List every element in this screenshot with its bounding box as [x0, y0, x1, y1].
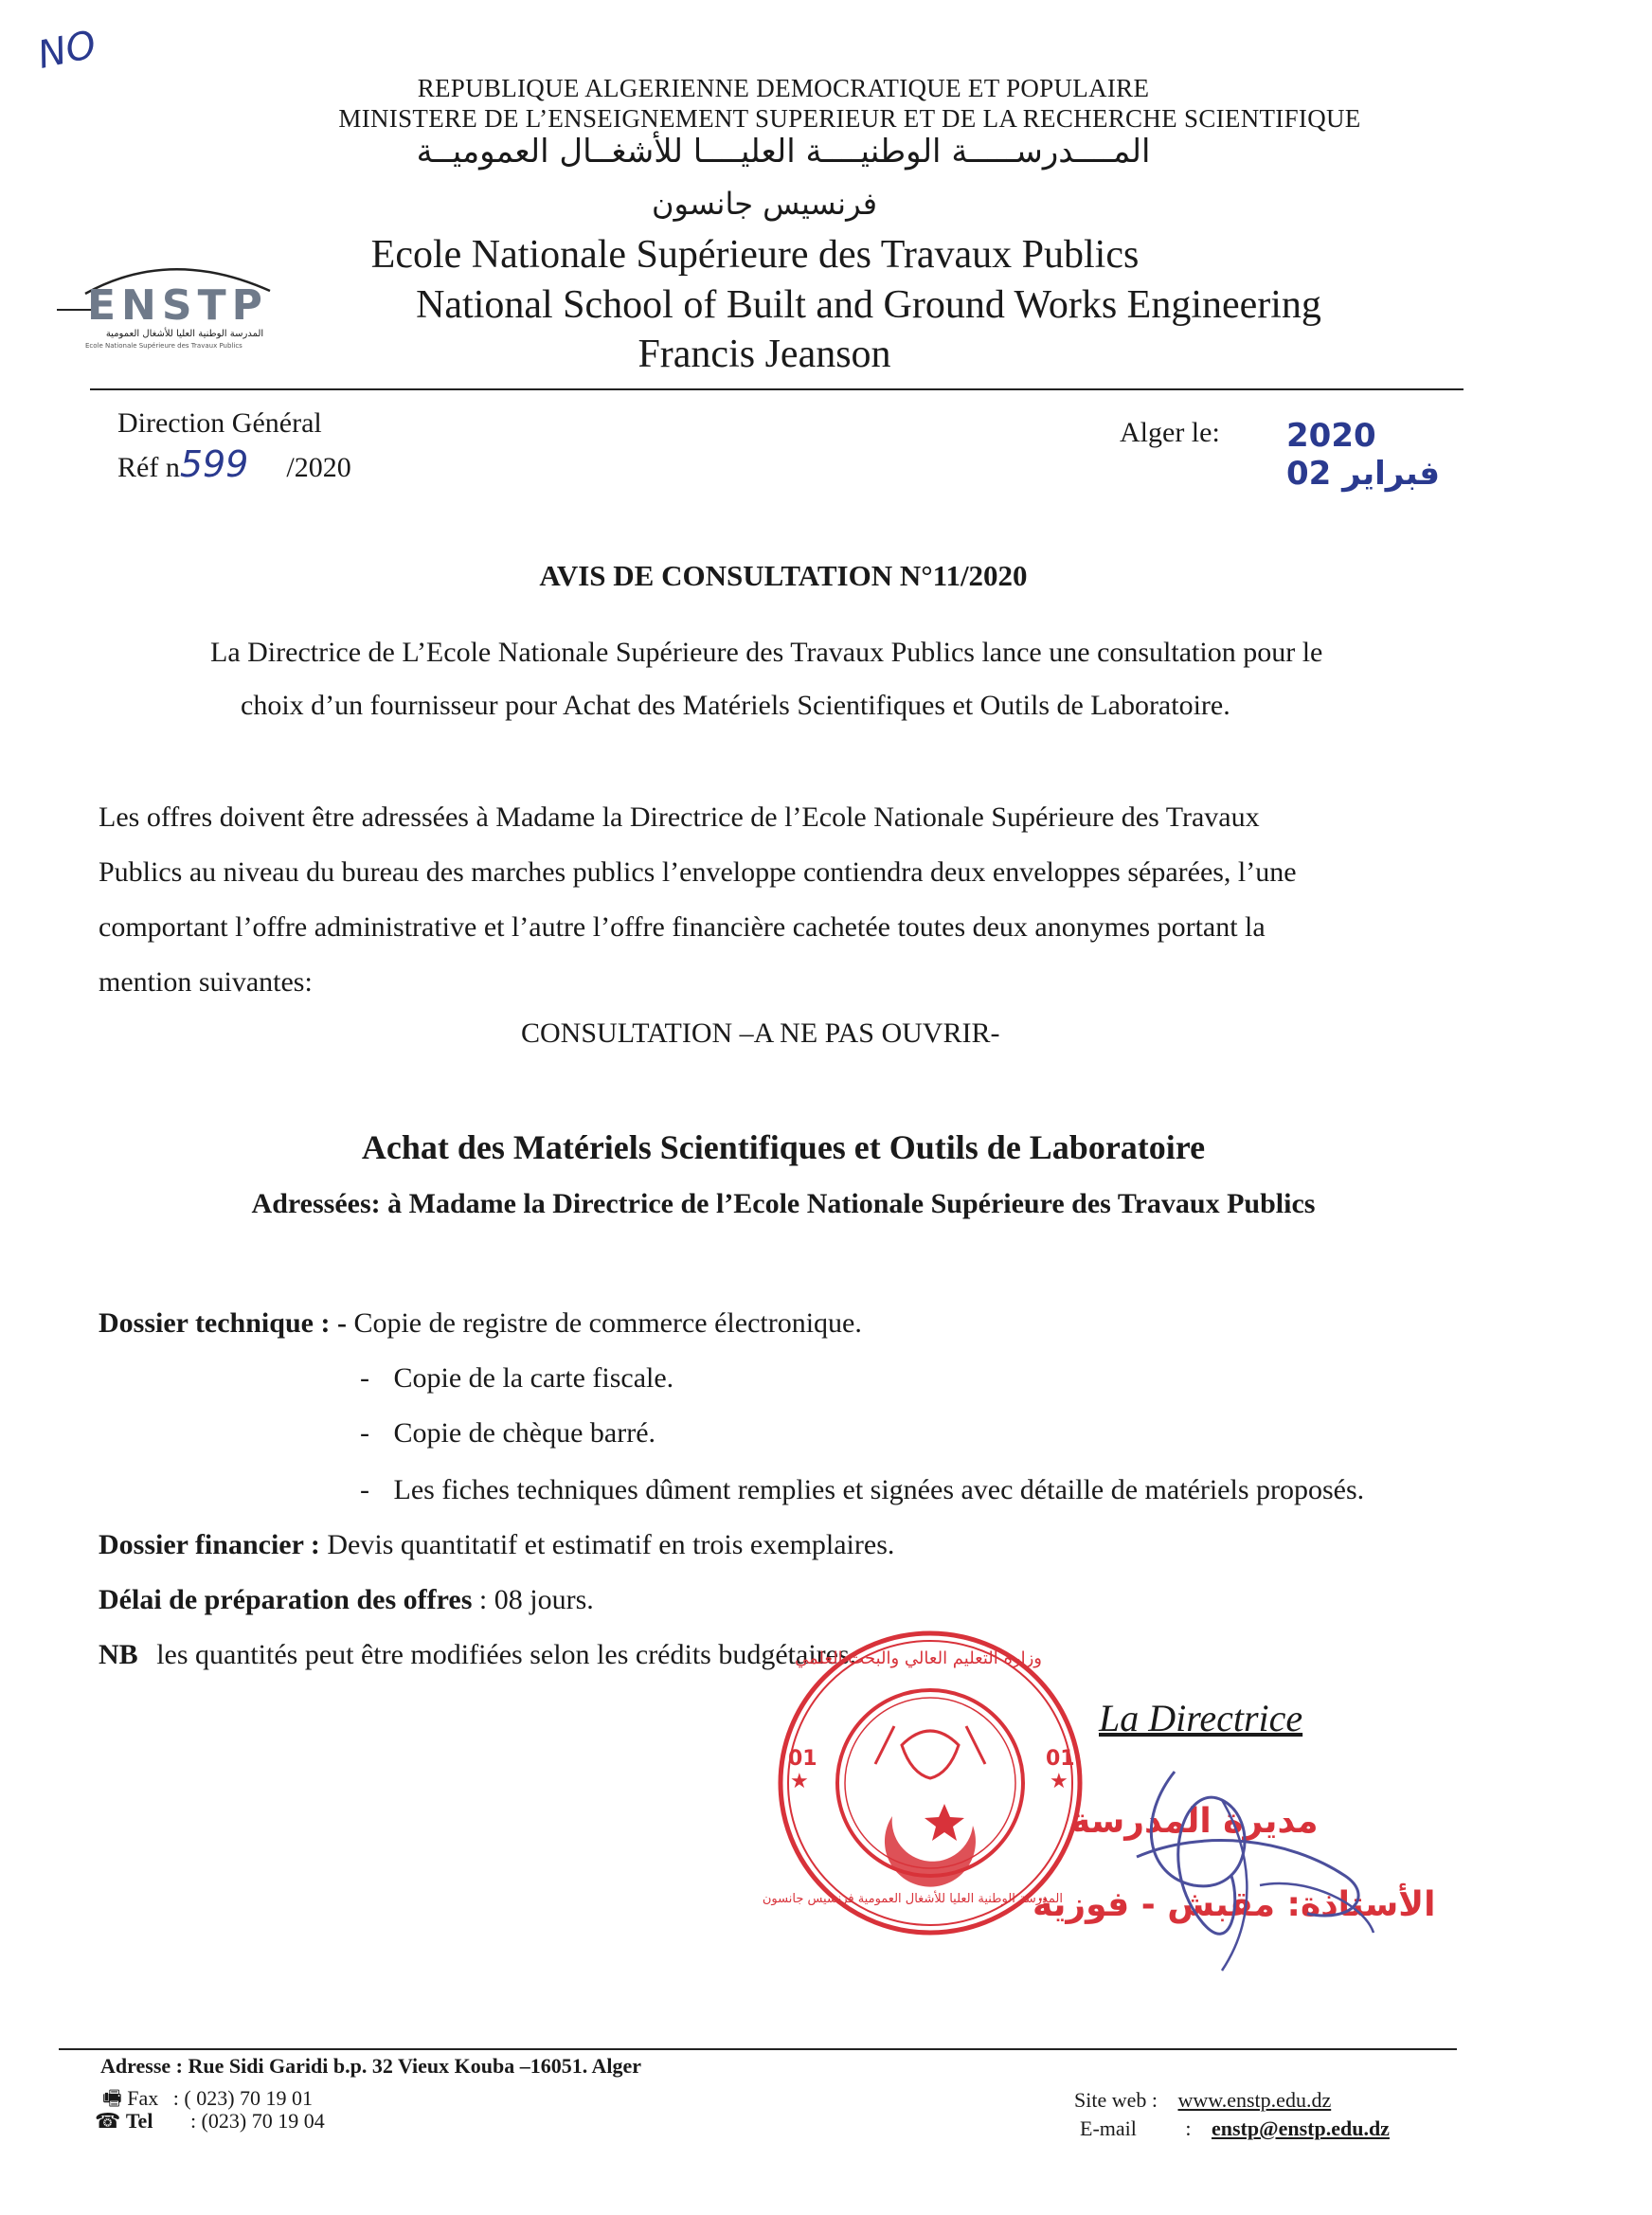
email-label: E-mail: [1080, 2116, 1137, 2140]
ref-number: 599: [179, 443, 249, 485]
bullet: -: [360, 1417, 369, 1449]
offers-line-3: comportant l’offre administrative et l’autre l’offre financière cachetée toutes deux anonymes portant la: [99, 911, 1266, 943]
site-link[interactable]: www.enstp.edu.dz: [1177, 2088, 1332, 2112]
logo-sub-fr: Ecole Nationale Supérieure des Travaux Publics: [85, 342, 242, 350]
date-handwritten: 2020 فبراير 02: [1286, 417, 1441, 493]
footer-divider: [59, 2048, 1457, 2050]
dossier-technique: [99, 1296, 862, 1351]
handwritten-signature: [1118, 1762, 1402, 1990]
footer-site: [1074, 2088, 1331, 2113]
header-arabic-name: فرنسيس جانسون: [651, 186, 878, 222]
offers-line-4: mention suivantes:: [99, 966, 313, 998]
technique-item-3: Copie de chèque barré.: [393, 1417, 656, 1449]
email-sep: :: [1185, 2116, 1192, 2140]
stamp-number-right: 01: [1046, 1747, 1075, 1771]
bullet: -: [360, 1362, 369, 1394]
reference: [117, 443, 351, 485]
stamp-text-top: وزارة التعليم العالي والبحث العلمي: [795, 1648, 1042, 1668]
dossier-technique-label: Dossier technique : -: [99, 1307, 347, 1339]
logo-text: ENSTP: [87, 281, 268, 330]
svg-text:★: ★: [1050, 1770, 1068, 1793]
dossier-financier-text: Devis quantitatif et estimatif en trois exemplaires.: [327, 1529, 895, 1560]
footer-tel: [95, 2109, 325, 2134]
envelope-mention: CONSULTATION –A NE PAS OUVRIR-: [521, 1017, 1000, 1049]
ref-year: /2020: [286, 452, 351, 483]
tel-value: : (023) 70 19 04: [189, 2109, 325, 2133]
technique-item-4: Les fiches techniques dûment remplies et signées avec détaille de matériels proposés.: [393, 1474, 1365, 1505]
nb-text: les quantités peut être modifiées selon les crédits budgétaires.: [156, 1639, 857, 1670]
corner-mark: NO: [33, 23, 100, 78]
fax-label: Fax: [127, 2086, 159, 2110]
header-school-fr: Ecole Nationale Supérieure des Travaux Publics: [370, 233, 1140, 277]
header-school-en: National School of Built and Ground Works Engineering: [416, 283, 1321, 327]
site-label: Site web :: [1074, 2088, 1158, 2112]
nb-note: [99, 1628, 856, 1683]
footer-email: [1080, 2116, 1390, 2141]
signature-title: La Directrice: [1099, 1697, 1303, 1739]
email-link[interactable]: enstp@enstp.edu.dz: [1212, 2116, 1390, 2140]
header-person: Francis Jeanson: [637, 333, 891, 376]
footer-address: Adresse : Rue Sidi Garidi b.p. 32 Vieux Kouba –16051. Alger: [100, 2054, 642, 2078]
director-title-ar: مديرة المدرسة: [1070, 1802, 1319, 1841]
header-arabic-school: المــــدرســـــة الوطنيــــة العليــــا للأشغــال العموميــة: [416, 133, 1151, 171]
notice-subject: Achat des Matériels Scientifiques et Outils de Laboratoire: [361, 1128, 1206, 1166]
header-ministry: MINISTERE DE L’ENSEIGNEMENT SUPERIEUR ET DE LA RECHERCHE SCIENTIFIQUE: [338, 104, 1361, 133]
offers-line-1: Les offres doivent être adressées à Madame la Directrice de l’Ecole Nationale Supérieure des Travaux: [99, 801, 1260, 833]
notice-addressed: Adressées: à Madame la Directrice de l’Ecole Nationale Supérieure des Travaux Publics: [251, 1188, 1316, 1219]
technique-item-row-4: [360, 1463, 1364, 1518]
technique-item-2: Copie de la carte fiscale.: [393, 1362, 674, 1394]
dossier-financier-label: Dossier financier :: [99, 1529, 320, 1560]
director-name-ar: الأستاذة: مقبش - فوزية: [1032, 1885, 1436, 1924]
stamp-text-bottom: المدرسة الوطنية العليا للأشغال العمومية فرنسيس جانسون: [762, 1892, 1063, 1906]
ref-prefix: Réf n: [117, 452, 180, 483]
technique-item-row-2: [360, 1351, 673, 1406]
bullet: -: [360, 1474, 369, 1505]
delai: [99, 1573, 594, 1628]
enstp-logo: [57, 251, 284, 355]
fax-value: : ( 023) 70 19 01: [172, 2086, 314, 2110]
offers-line-2: Publics au niveau du bureau des marches publics l’enveloppe contiendra deux enveloppes séparées, l’une: [99, 856, 1297, 888]
delai-text: : 08 jours.: [478, 1584, 594, 1615]
notice-title: AVIS DE CONSULTATION N°11/2020: [539, 559, 1028, 592]
technique-item-1: Copie de registre de commerce électronique.: [353, 1307, 862, 1339]
phone-icon: ☎: [95, 2110, 121, 2134]
intro-line-2: choix d’un fournisseur pour Achat des Matériels Scientifiques et Outils de Laboratoire.: [241, 690, 1230, 721]
header-republic: REPUBLIQUE ALGERIENNE DEMOCRATIQUE ET POPULAIRE: [417, 74, 1150, 102]
tel-label: Tel: [125, 2109, 153, 2133]
dossier-financier: [99, 1518, 894, 1573]
intro-line-1: La Directrice de L’Ecole Nationale Supérieure des Travaux Publics lance une consultation pour le: [210, 637, 1323, 668]
svg-text:★: ★: [790, 1770, 809, 1793]
place-label: Alger le:: [1120, 417, 1220, 448]
nb-label: NB: [99, 1639, 138, 1670]
delai-label: Délai de préparation des offres: [99, 1584, 473, 1615]
header-divider: [90, 388, 1463, 390]
technique-item-row-3: [360, 1406, 655, 1461]
signature-scribble-icon: [1118, 1762, 1402, 1990]
logo-sub-ar: المدرسة الوطنية العليا للأشغال العمومية: [105, 329, 264, 339]
direction-label: Direction Général: [117, 407, 322, 439]
stamp-number-left: 01: [788, 1747, 817, 1771]
fax-icon: 🖷: [102, 2087, 122, 2111]
